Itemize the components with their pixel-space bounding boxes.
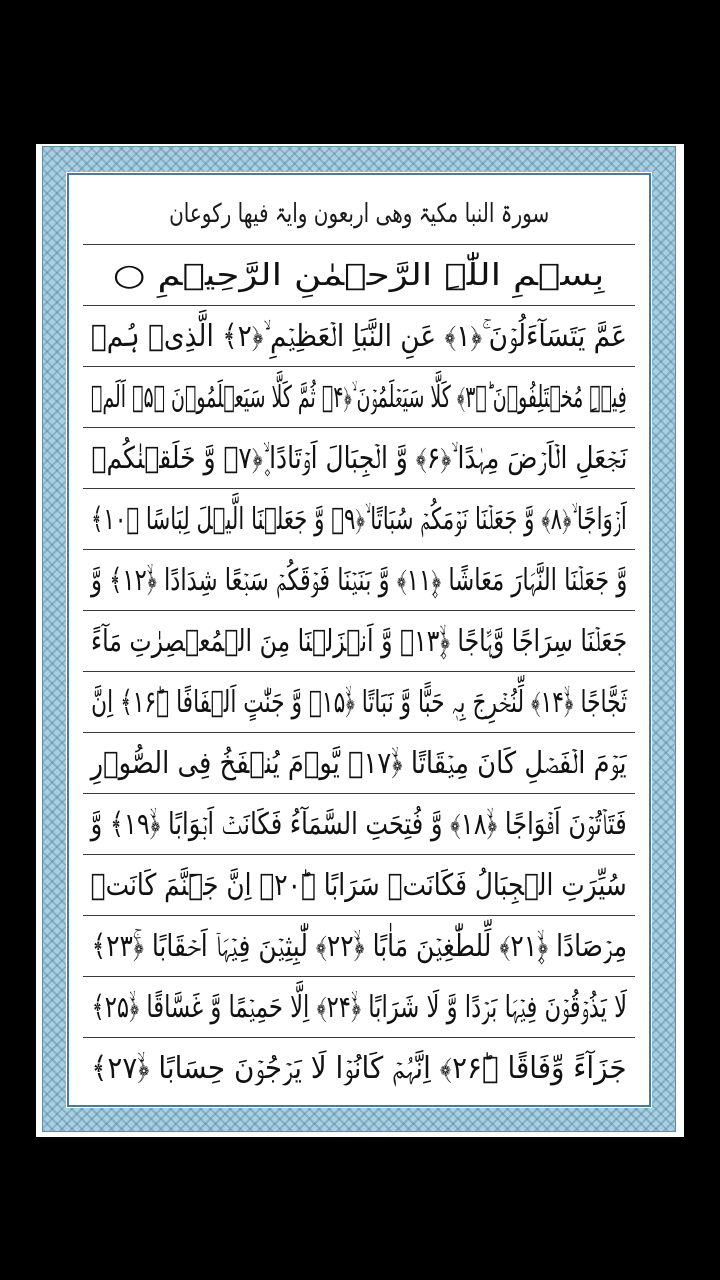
verse-text: فِیۡہِ مُخۡتَلِفُوۡنَ ؕ﴿۳﴾ کَلَّا سَیَعۡلَمُوۡنَ ۙ﴿۴﴾ ثُمَّ کَلَّا سَیَعۡلَمُوۡنَ ﴿۵﴾ اَلَمۡ (91, 379, 627, 415)
verse-text: فَتَاۡتُوۡنَ اَفۡوَاجًا ﴿ۙ۱۸﴾ وَّ فُتِحَتِ السَّمَآءُ فَکَانَتۡ اَبۡوَابًا ﴿ۙ۱۹﴾ وَّ (90, 806, 628, 842)
verse-line (83, 306, 635, 367)
verse-line (83, 794, 635, 855)
verse-text: لَا یَذُوۡقُوۡنَ فِیۡہَا بَرۡدًا وَّ لَا شَرَابًا ﴿ۙ۲۴﴾ اِلَّا حَمِیۡمًا وَّ غَسَّاقًا ﴿ۙ۲۵﴾ (91, 989, 627, 1025)
verse-line (83, 428, 635, 489)
surah-header-title: سورۃ النبا مکیۃ وھی اربعون وایۃ فیھا رکوعان (168, 198, 550, 229)
verse-line (83, 245, 635, 306)
verse-line (83, 733, 635, 794)
bismillah-text: بِسۡمِ اللّٰہِ الرَّحۡمٰنِ الرَّحِیۡمِ ○ (113, 257, 605, 293)
verse-text: جَعَلۡنَا سِرَاجًا وَّہَّاجًا ﴿۪ۙ۱۳﴾ وَّ اَنۡزَلۡنَا مِنَ الۡمُعۡصِرٰتِ مَآءً (90, 623, 628, 659)
verse-line (83, 611, 635, 672)
verse-line (83, 672, 635, 733)
surah-header (83, 183, 635, 245)
verse-line (83, 916, 635, 977)
verse-text: عَمَّ یَتَسَآءَلُوۡنَ ۚ﴿۱﴾ عَنِ النَّبَاِ الۡعَظِیۡمِ ۙ﴿۲﴾ الَّذِیۡ ہُمۡ (90, 318, 628, 354)
mushaf-page (36, 144, 684, 1137)
verse-line (83, 855, 635, 916)
verse-line (83, 1038, 635, 1099)
verse-text: یَوۡمَ الۡفَصۡلِ کَانَ مِیۡقَاتًا ﴿ۙ۱۷﴾ یَّوۡمَ یُنۡفَخُ فِی الصُّوۡرِ (91, 745, 627, 781)
decorative-border (42, 146, 676, 1132)
verse-line (83, 550, 635, 611)
verse-text: وَّ جَعَلۡنَا النَّہَارَ مَعَاشًا ﴿۪۱۱﴾ وَّ بَنَیۡنَا فَوۡقَکُمۡ سَبۡعًا شِدَادًا ﴿ۙ۱۲﴾ وَّ (90, 562, 628, 598)
verse-text: ثَجَّاجًا ﴿ۙ۱۴﴾ لِّنُخۡرِجَ بِہٖ حَبًّا وَّ نَبَاتًا ﴿ۙ۱۵﴾ وَّ جَنّٰتٍ اَلۡفَافًا ﴿ؕ۱۶﴾ اِنَّ (90, 684, 628, 720)
verse-line (83, 367, 635, 428)
verse-lines (83, 245, 635, 1103)
verse-line (83, 489, 635, 550)
verse-text: سُیِّرَتِ الۡجِبَالُ فَکَانَتۡ سَرَابًا ﴿ؕ۲۰﴾ اِنَّ جَہَنَّمَ کَانَتۡ (90, 867, 627, 903)
text-panel (67, 173, 651, 1107)
verse-text: نَجۡعَلِ الۡاَرۡضَ مِہٰدًا ۙ﴿۶﴾ وَّ الۡجِبَالَ اَوۡتَادًا ۪ۙ﴿۷﴾ وَّ خَلَقۡنٰکُمۡ (91, 440, 627, 476)
verse-line (83, 977, 635, 1038)
verse-text: مِرۡصَادًا ﴿۪ۙ۲۱﴾ لِّلطّٰغِیۡنَ مَاٰبًا ﴿ۙ۲۲﴾ لّٰبِثِیۡنَ فِیۡہَاۤ اَحۡقَابًا ﴿ۚ۲۳﴾ (91, 928, 627, 964)
verse-text: اَزۡوَاجًا ۙ﴿۸﴾ وَّ جَعَلۡنَا نَوۡمَکُمۡ سُبَاتًا ۙ﴿۹﴾ وَّ جَعَلۡنَا الَّیۡلَ لِبَاسًا ﴿۱۰﴾ (91, 501, 627, 537)
verse-text: جَزَآءً وِّفَاقًا ﴿ؕ۲۶﴾ اِنَّہُمۡ کَانُوۡا لَا یَرۡجُوۡنَ حِسَابًا ﴿ۙ۲۷﴾ (91, 1051, 627, 1086)
